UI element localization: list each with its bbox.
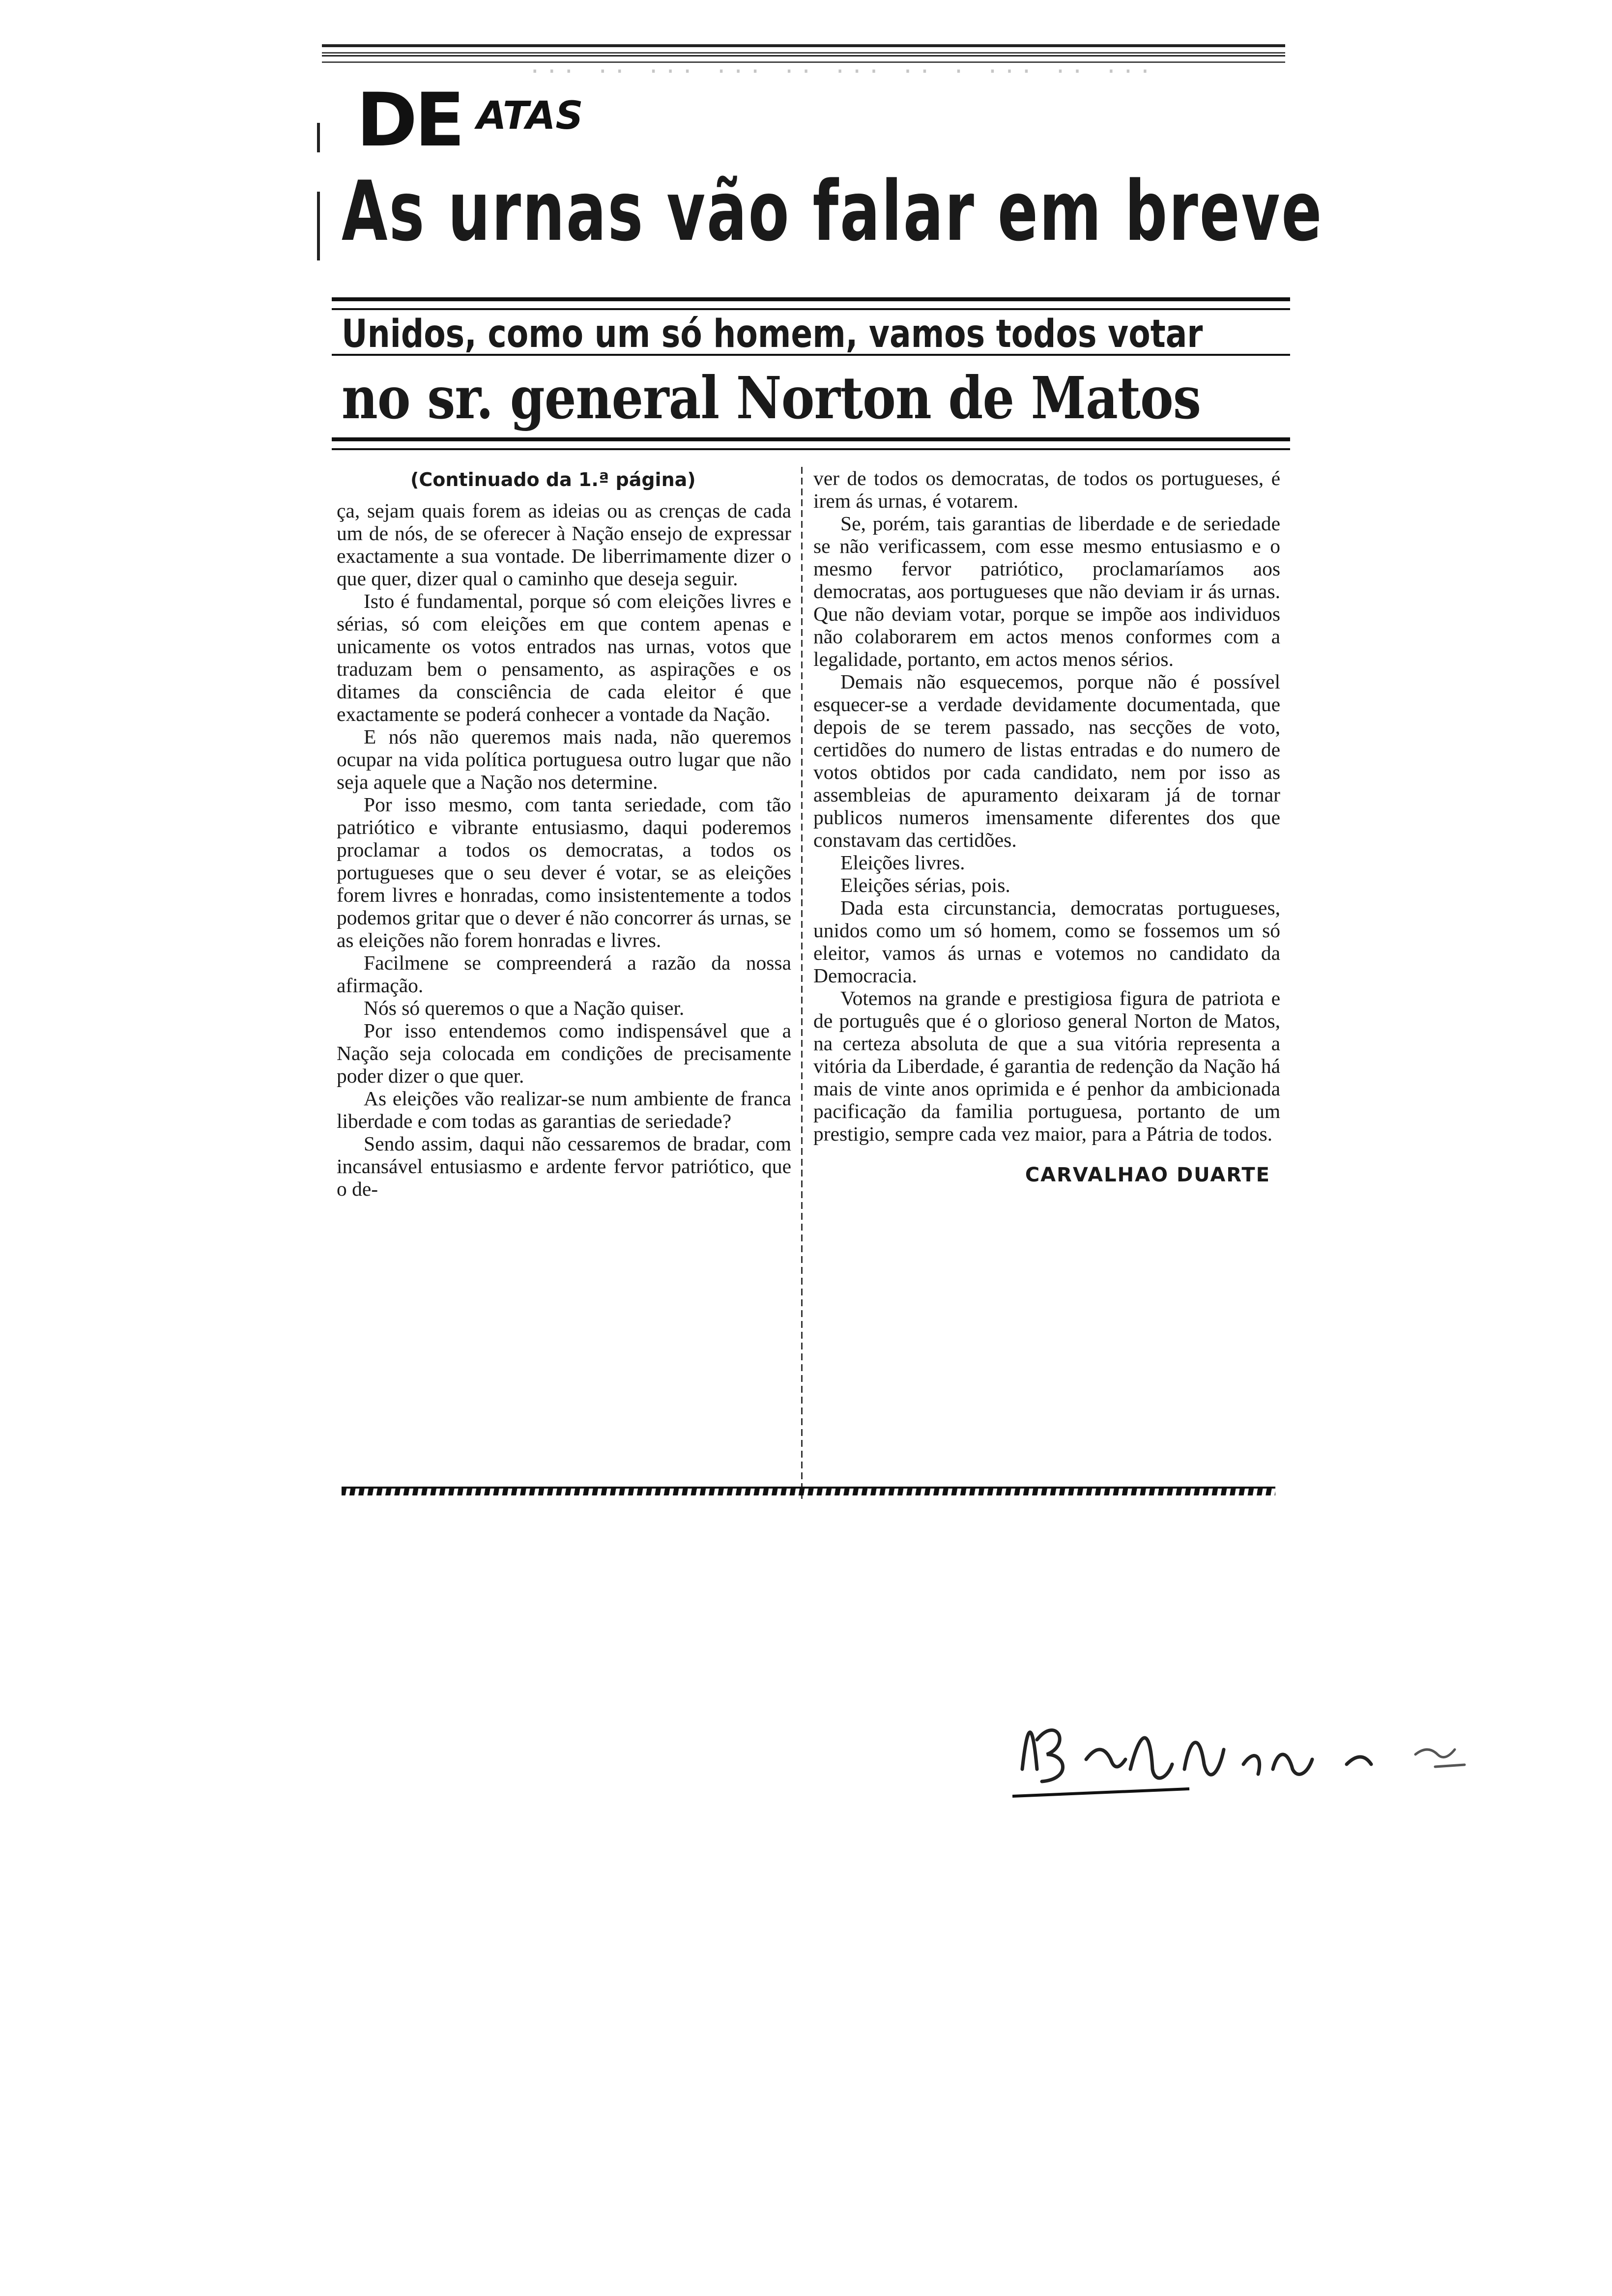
handwriting-stroke — [1022, 1730, 1371, 1781]
paragraph: Demais não esquecemos, porque não é possível esquecer-se a verdade devidamente documentada, que depois de se terem passado, nas secções de voto, certidões do numero de listas entradas e do numero de votos obtidos por cada candidato, nem por isso as assembleias de apuramento deixaram já de tornar publicos numeros imensamente diferentes dos que constavam das certidões. — [813, 670, 1280, 851]
deck-headline: no sr. general Norton de Matos — [342, 364, 1201, 432]
continued-note: (Continuado da 1.ª página) — [410, 469, 696, 490]
handwriting-stroke — [1415, 1750, 1465, 1767]
article-column-1 — [337, 467, 791, 1200]
paragraph: E nós não queremos mais nada, não queremos ocupar na vida política portuguesa outro lugar que não seja aquele que a Nação nos determine. — [337, 725, 791, 793]
paragraph: As eleições vão realizar-se num ambiente de franca liberdade e com todas as garantias de seriedade? — [337, 1087, 791, 1132]
handwritten-annotation — [1012, 1695, 1484, 1799]
headline-rule — [332, 297, 1290, 310]
paragraph: Por isso mesmo, com tanta seriedade, com tão patriótico e vibrante entusiasmo, daqui poderemos proclamar a todos os democratas, a todos os portugueses que o seu dever é votar, se as eleições forem livres e honradas, como insistentemente a todos podemos gritar que o dever é não concorrer ás urnas, se as eleições não forem honradas e livres. — [337, 793, 791, 951]
paragraph: Votemos na grande e prestigiosa figura de patriota e de português que é o glorioso general Norton de Matos, na certeza absoluta de que a sua vitória representa a vitória da Liberdade, é garantia de redenção da Nação há mais de vinte anos oprimida e é penhor da ambicionada pacificação da familia portuguesa, portanto de um prestigio, sempre cada vez maior, para a Pátria de todos. — [813, 987, 1280, 1145]
masthead — [356, 78, 583, 163]
newspaper-clipping — [322, 44, 1324, 1504]
paragraph: Dada esta circunstancia, democratas portugueses, unidos como um só homem, como se fossemos um só eleitor, vamos ás urnas e votemos no candidato da Democracia. — [813, 896, 1280, 987]
subtitle-rule — [332, 354, 1290, 358]
deck-rule — [332, 437, 1290, 450]
handwriting-scrawl-icon — [1012, 1695, 1484, 1799]
bottom-rule — [342, 1487, 1275, 1495]
paragraph: Eleições sérias, pois. — [840, 874, 1010, 896]
paragraph: Nós só queremos o que a Nação quiser. — [364, 997, 685, 1019]
paragraph: ver de todos os democratas, de todos os portugueses, é irem ás urnas, é votarem. — [813, 467, 1280, 512]
subtitle-headline: Unidos, como um só homem, vamos todos votar — [342, 312, 1203, 356]
paragraph: Isto é fundamental, porque só com eleições livres e sérias, só com eleições em que contem apenas e unicamente os votos entrados nas urnas, votos que traduzam bem o pensamento, as aspirações e os ditames da consciência de cada eleitor é que exactamente se poderá conhecer a vontade da Nação. — [337, 590, 791, 725]
paragraph: Eleições livres. — [840, 851, 965, 874]
paragraph: Sendo assim, daqui não cessaremos de bradar, com incansável entusiasmo e ardente fervor patriótico, que o de- — [337, 1132, 791, 1200]
top-rule — [322, 44, 1285, 54]
margin-mark — [317, 123, 320, 152]
paragraph: Se, porém, tais garantias de liberdade e de seriedade se não verificassem, com esse mesmo entusiasmo e o mesmo fervor patriótico, proclamaríamos aos democratas, aos portugueses que não deviam ir ás urnas. Que não deviam votar, porque se impõe aos individuos não colaborarem em actos menos conformes com a legalidade, portanto, em actos menos sérios. — [813, 512, 1280, 670]
paragraph: ça, sejam quais forem as ideias ou as crenças de cada um de nós, de se oferecer à Nação ensejo de expressar exactamente a sua vontade. De liberrimamente dizer o que quer, dizer qual o caminho que deseja seguir. — [337, 499, 791, 590]
byline: CARVALHAO DUARTE — [1025, 1164, 1270, 1186]
paragraph: Facilmene se compreenderá a razão da nossa afirmação. — [337, 951, 791, 997]
paragraph: Por isso entendemos como indispensável que a Nação seja colocada em condições de precisamente poder dizer o que quer. — [337, 1019, 791, 1087]
margin-mark — [317, 192, 320, 260]
article-column-2 — [813, 467, 1280, 1186]
section-title: ATAS — [476, 94, 583, 138]
smudged-header-text: ··· ·· ··· ··· ·· ··· ·· · ··· ·· ··· — [528, 59, 1156, 84]
main-headline: As urnas vão falar em breve — [342, 163, 1324, 259]
masthead-fragment: DE — [356, 78, 462, 163]
column-divider — [801, 467, 803, 1499]
handwriting-underline — [1012, 1789, 1189, 1796]
